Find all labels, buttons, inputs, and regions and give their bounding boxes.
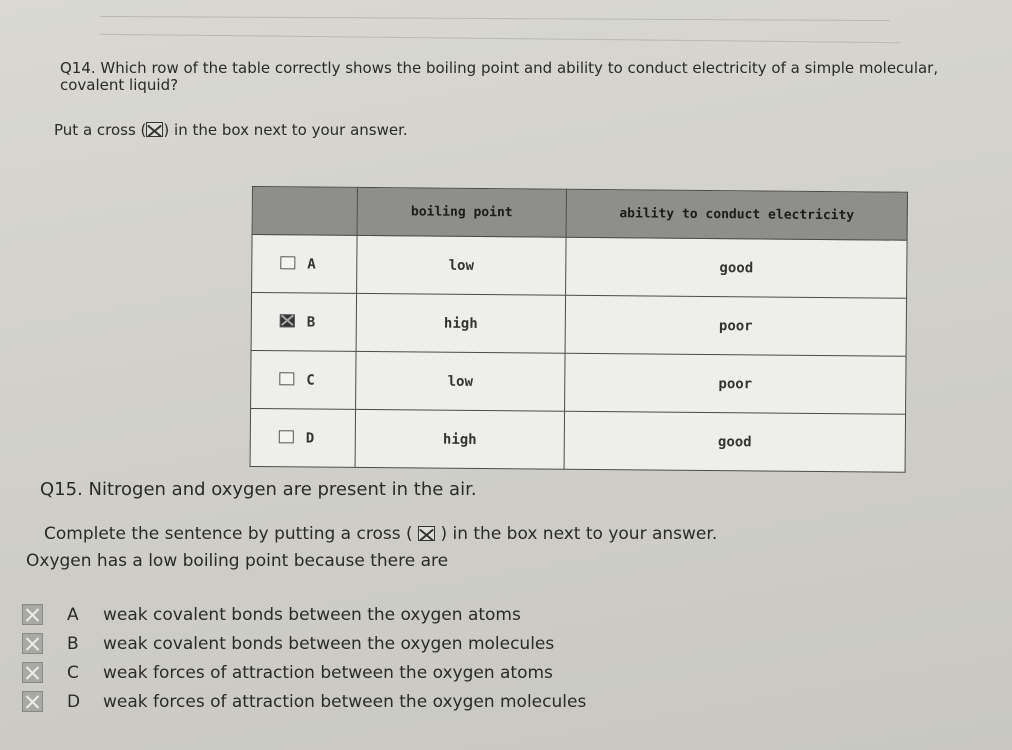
answer-checkbox-icon[interactable] (22, 691, 43, 712)
row-a-boiling-point: low (357, 235, 566, 295)
option-text: weak forces of attraction between the oxygen molecules (103, 691, 587, 712)
q14-instruction (54, 121, 408, 139)
q14-answer-table (250, 186, 908, 473)
table-header-blank (252, 187, 357, 236)
answer-checkbox-icon[interactable] (22, 604, 43, 625)
table-header-conductivity: ability to conduct electricity (566, 189, 907, 240)
answer-checkbox-icon[interactable] (280, 256, 295, 269)
cross-box-icon (146, 122, 163, 137)
row-c-boiling-point: low (356, 351, 565, 411)
q14-instruction-end: ) in the box next to your answer. (163, 121, 408, 139)
page-fold-line (100, 16, 890, 21)
row-c-option[interactable] (251, 350, 357, 409)
row-letter: B (306, 313, 316, 331)
answer-checkbox-icon[interactable] (22, 633, 43, 654)
table-header-row (252, 187, 907, 241)
row-letter: C (306, 371, 315, 389)
row-d-conductivity: good (564, 411, 905, 472)
row-b-boiling-point: high (356, 293, 565, 353)
row-d-boiling-point: high (355, 409, 564, 469)
q15-sentence-stem: Oxygen has a low boiling point because there are (26, 551, 449, 571)
row-a-conductivity: good (566, 237, 907, 298)
option-c[interactable] (22, 658, 586, 687)
q15-instruction-end: ) in the box next to your answer. (440, 524, 718, 544)
page-fold-line (100, 34, 900, 43)
table-row-b[interactable] (251, 293, 906, 357)
row-letter: A (307, 255, 316, 273)
option-a[interactable] (22, 600, 586, 629)
row-letter: D (305, 429, 315, 447)
q15-options-list (22, 600, 586, 716)
answer-checkbox-icon[interactable] (279, 430, 294, 443)
table-row-d[interactable] (250, 408, 905, 472)
option-d[interactable] (22, 687, 586, 716)
answer-checkbox-icon[interactable] (22, 662, 43, 683)
row-c-conductivity: poor (565, 353, 906, 414)
option-b[interactable] (22, 629, 586, 658)
q15-question: Q15. Nitrogen and oxygen are present in the air. (40, 479, 477, 500)
q15-instruction (44, 524, 717, 544)
row-b-option[interactable] (251, 293, 357, 352)
table-row-c[interactable] (251, 350, 906, 414)
q15-instruction-start: Complete the sentence by putting a cross ( (44, 524, 413, 544)
table-row-a[interactable] (252, 235, 907, 299)
row-d-option[interactable] (250, 408, 356, 467)
option-letter: D (67, 691, 81, 712)
option-text: weak covalent bonds between the oxygen atoms (103, 604, 521, 625)
option-text: weak covalent bonds between the oxygen molecules (103, 633, 555, 654)
option-letter: C (67, 662, 79, 683)
q14-instruction-start: Put a cross ( (54, 121, 147, 139)
option-text: weak forces of attraction between the oxygen atoms (103, 662, 553, 683)
table-header-boiling-point: boiling point (357, 187, 566, 237)
cross-box-icon (418, 526, 435, 541)
option-letter: B (67, 633, 79, 654)
q14-question: Q14. Which row of the table correctly shows the boiling point and ability to conduct electricity of a simple molecular, covalent liquid? (60, 59, 939, 94)
answer-checkbox-icon[interactable] (279, 372, 294, 385)
row-b-conductivity: poor (565, 295, 906, 356)
answer-checkbox-crossed-icon[interactable] (280, 314, 295, 327)
option-letter: A (67, 604, 79, 625)
row-a-option[interactable] (252, 235, 358, 294)
